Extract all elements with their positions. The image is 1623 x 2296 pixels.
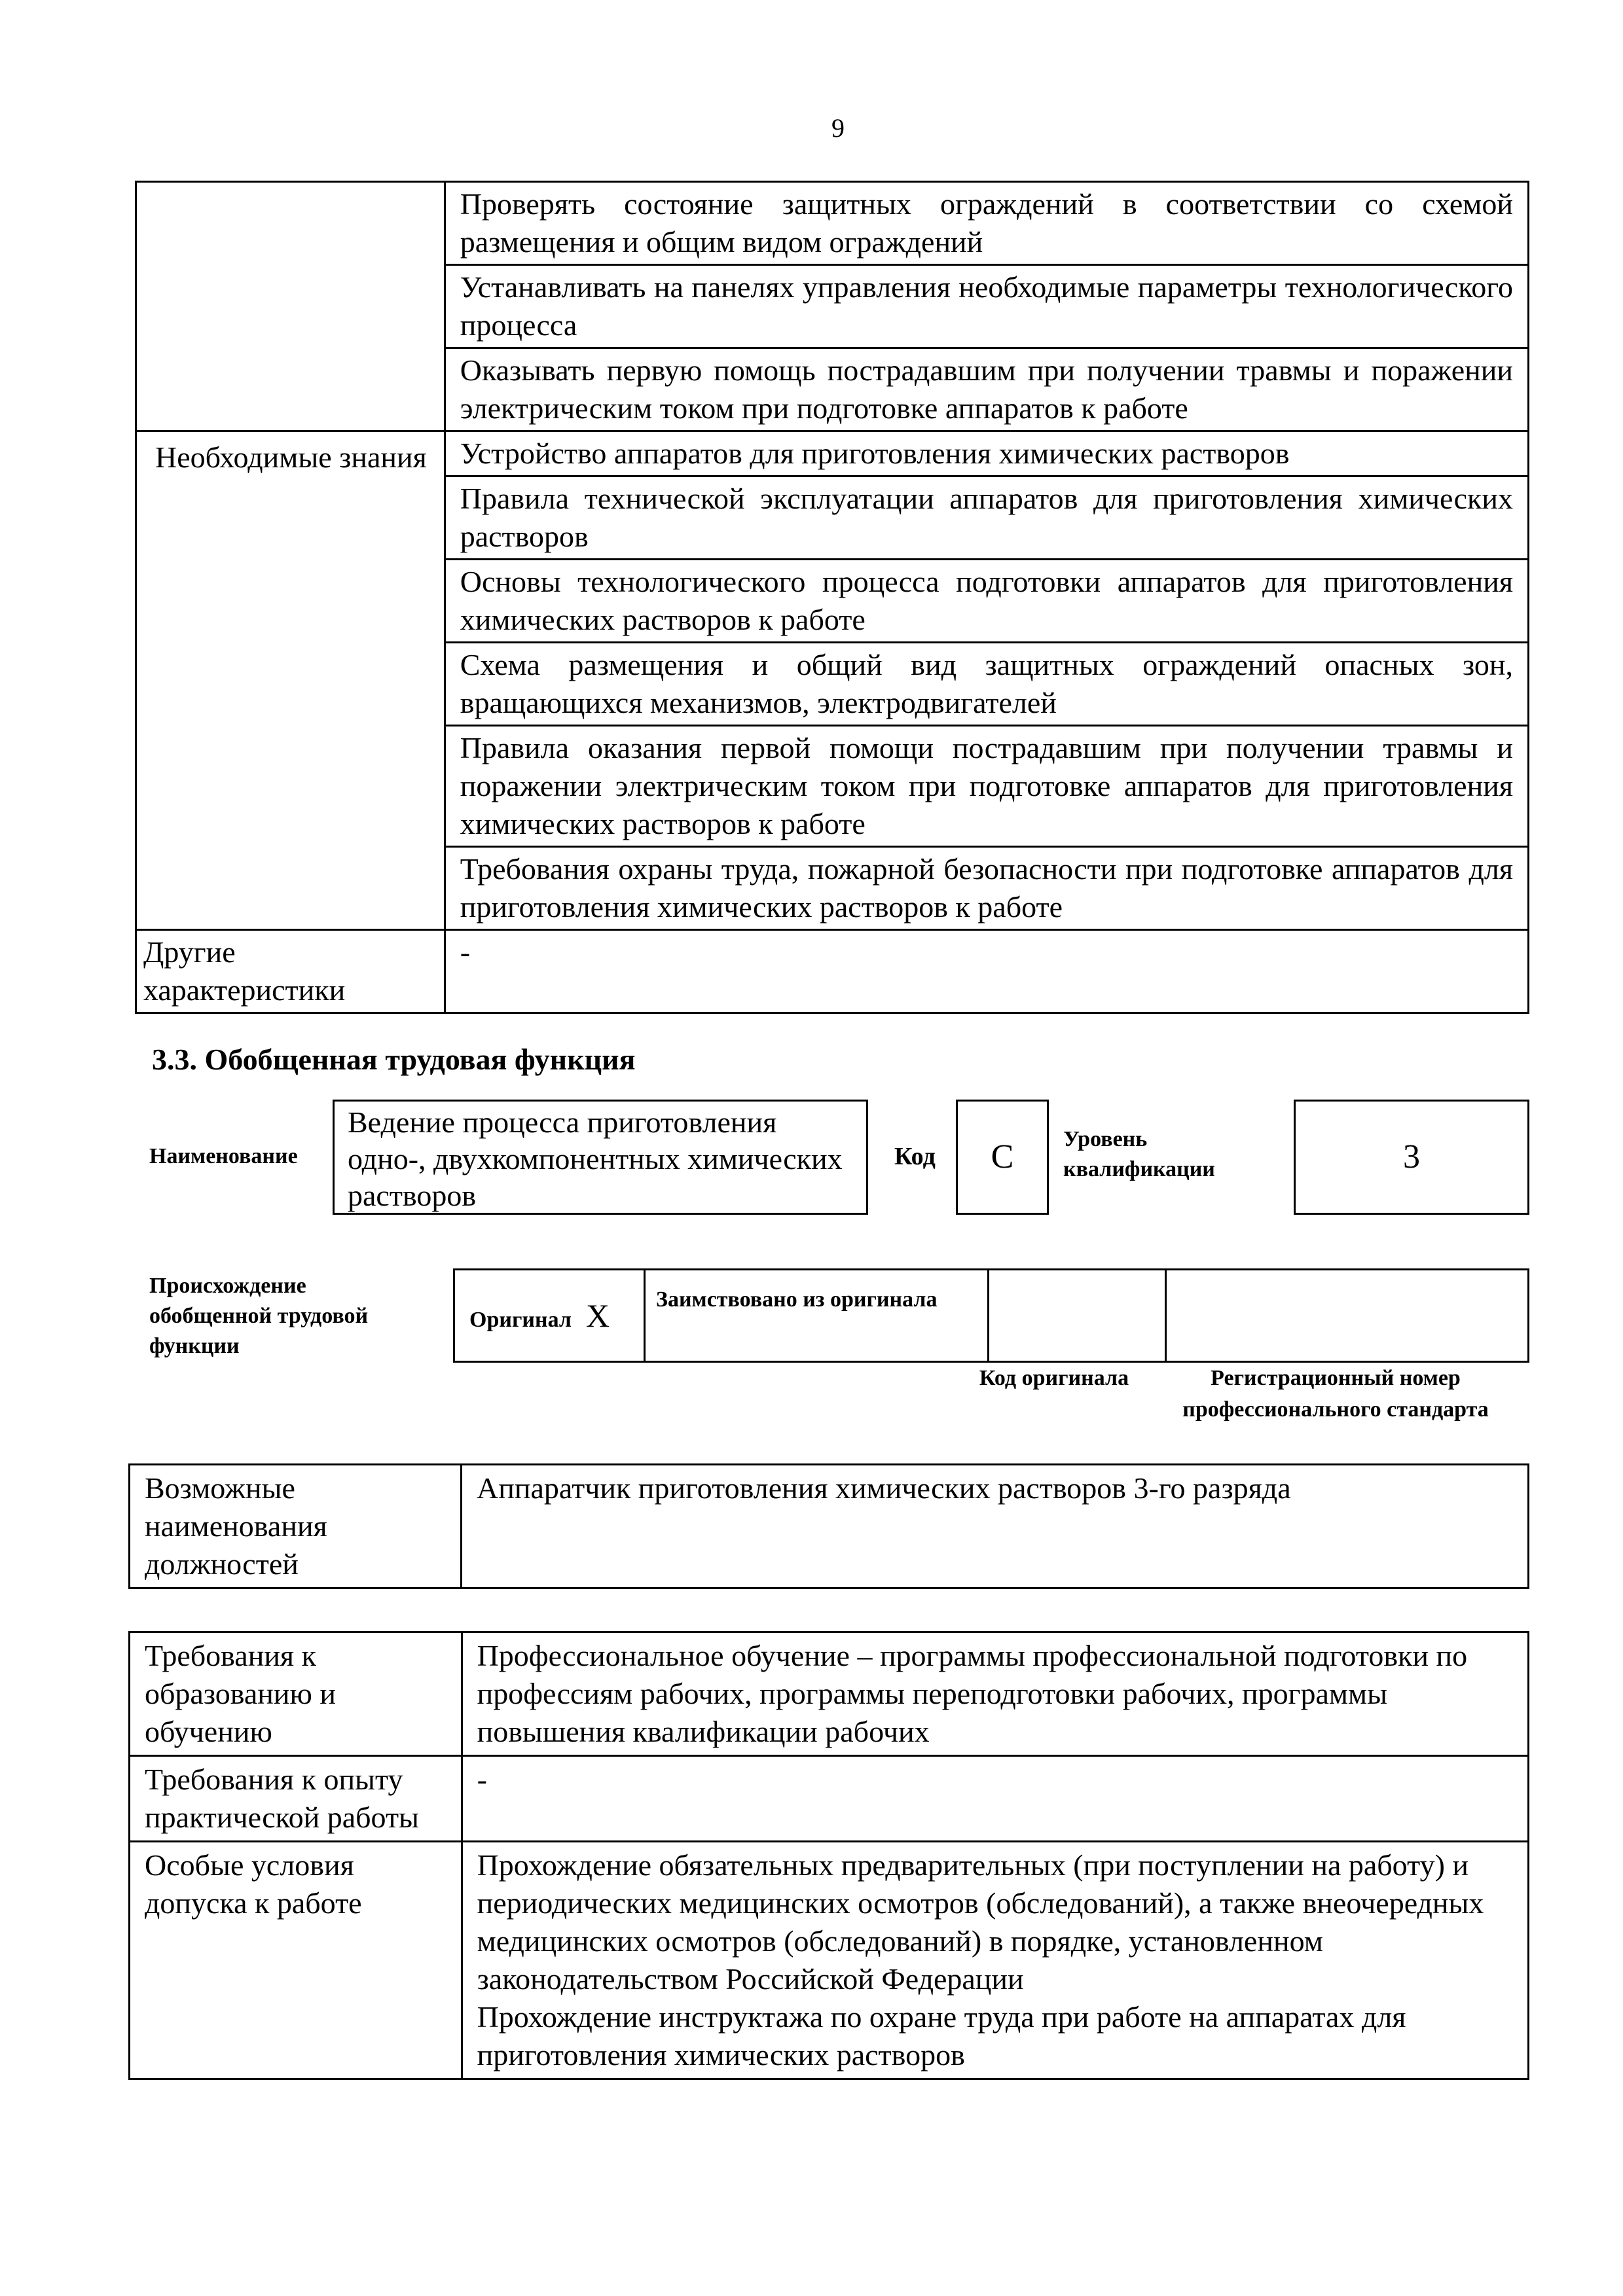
table-row xyxy=(130,1465,1529,1588)
education-value: Профессиональное обучение – программы профессиональной подготовки по профессиям рабочих, программы переподготовки рабочих, программы повышения квалификации рабочих xyxy=(462,1632,1528,1756)
level-label: Уровень квалификации xyxy=(1063,1127,1215,1181)
admission-value: Прохождение обязательных предварительных (при поступлении на работу) и периодических медицинских осмотров (обследований), а также внеочередных медицинских осмотров (обследований) в порядке, установленном законодательством Российской Федерации xyxy=(477,1848,1484,1996)
function-name-box xyxy=(333,1100,868,1215)
knowledge-item: Основы технологического процесса подготовки аппаратов для приготовления химических растворов к работе xyxy=(445,560,1528,643)
level-value: 3 xyxy=(1403,1138,1420,1175)
reg-caption: Регистрационный номер профессионального стандарта xyxy=(1182,1366,1489,1422)
knowledge-item: Правила технической эксплуатации аппаратов для приготовления химических растворов xyxy=(445,476,1528,560)
education-label: Требования к образованию и обучению xyxy=(130,1632,462,1756)
table-row xyxy=(130,1842,1529,2079)
table-row xyxy=(136,182,1529,265)
original-mark: X xyxy=(585,1297,610,1334)
level-value-box xyxy=(1294,1100,1529,1215)
reg-number-cell xyxy=(1166,1270,1529,1362)
skill-item: Проверять состояние защитных ограждений в соответствии со схемой размещения и общим видом ограждений xyxy=(445,182,1528,265)
experience-value: - xyxy=(462,1756,1528,1842)
experience-label: Требования к опыту практической работы xyxy=(130,1756,462,1842)
name-label: Наименование xyxy=(149,1144,298,1168)
empty-label-cell xyxy=(136,182,445,431)
borrowed-cell xyxy=(645,1270,989,1362)
positions-value: Аппаратчик приготовления химических растворов 3-го разряда xyxy=(462,1465,1529,1588)
knowledge-item: Схема размещения и общий вид защитных ограждений опасных зон, вращающихся механизмов, электродвигателей xyxy=(445,643,1528,726)
admission-label: Особые условия допуска к работе xyxy=(130,1842,462,2079)
other-label: Другие характеристики xyxy=(136,930,445,1013)
code-value: C xyxy=(991,1138,1014,1175)
skill-item: Устанавливать на панелях управления необходимые параметры технологического процесса xyxy=(445,265,1528,348)
page-number: 9 xyxy=(831,113,845,143)
table-row xyxy=(130,1756,1529,1842)
knowledge-item: Устройство аппаратов для приготовления химических растворов xyxy=(445,431,1528,476)
original-label-cell xyxy=(454,1270,645,1362)
table-row xyxy=(136,431,1529,476)
requirements-table xyxy=(128,1631,1529,2080)
code-value-box xyxy=(956,1100,1049,1215)
positions-table xyxy=(128,1463,1529,1589)
knowledge-item: Требования охраны труда, пожарной безопасности при подготовке аппаратов для приготовления химических растворов к работе xyxy=(445,847,1528,930)
table-row xyxy=(130,1632,1529,1756)
origin-label: Происхождение обобщенной трудовой функции xyxy=(149,1274,369,1358)
table-row xyxy=(136,930,1529,1013)
code-caption: Код оригинала xyxy=(979,1366,1129,1390)
function-name-value: Ведение процесса приготовления одно-, двухкомпонентных химических растворов xyxy=(348,1105,843,1212)
admission-value-2: Прохождение инструктажа по охране труда при работе на аппаратах для приготовления химических растворов xyxy=(477,2000,1406,2072)
origin-table xyxy=(453,1268,1529,1363)
section-heading: 3.3. Обобщенная трудовая функция xyxy=(152,1043,636,1076)
positions-label: Возможные наименования должностей xyxy=(130,1465,462,1588)
knowledge-item: Правила оказания первой помощи пострадавшим при получении травмы и поражении электрическим током при подготовке аппаратов для приготовления химических растворов к работе xyxy=(445,726,1528,847)
other-value: - xyxy=(445,930,1528,1013)
admission-value-cell xyxy=(462,1842,1528,2079)
knowledge-label: Необходимые знания xyxy=(136,431,445,930)
borrowed-label: Заимствовано из оригинала xyxy=(656,1287,938,1312)
skill-item: Оказывать первую помощь пострадавшим при получении травмы и поражении электрическим током при подготовке аппаратов к работе xyxy=(445,348,1528,431)
original-code-cell xyxy=(989,1270,1166,1362)
skills-knowledge-table xyxy=(135,181,1529,1014)
table-row xyxy=(454,1270,1529,1362)
code-label: Код xyxy=(894,1143,936,1170)
original-label: Оригинал xyxy=(469,1307,572,1332)
